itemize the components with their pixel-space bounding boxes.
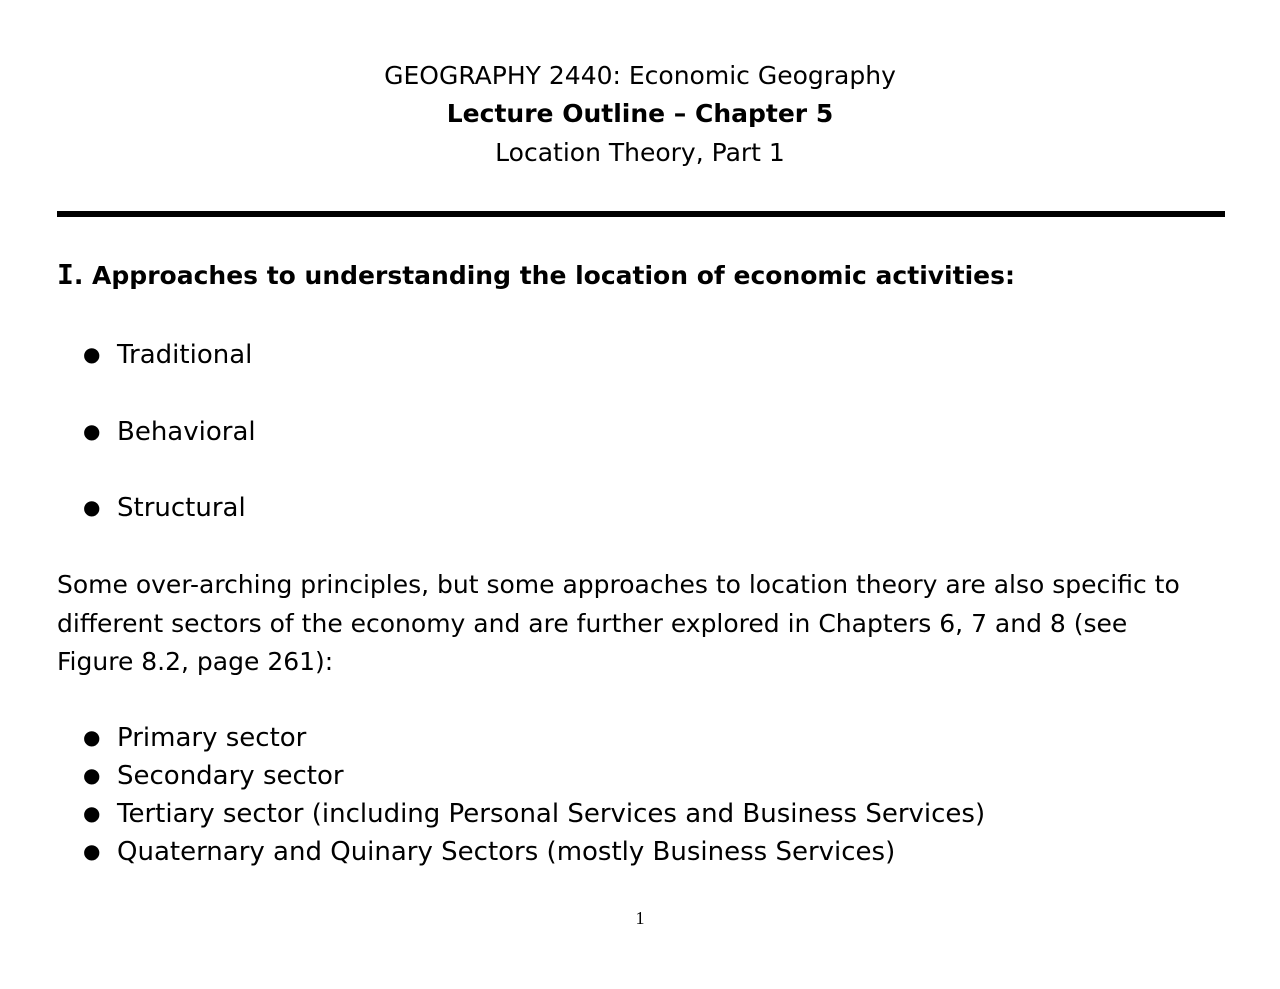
sector-label: Quaternary and Quinary Sectors (mostly Business Services) — [117, 837, 896, 867]
bullet-icon: ● — [83, 495, 101, 519]
list-item — [83, 796, 985, 831]
lecture-subtitle: Location Theory, Part 1 — [495, 138, 785, 167]
approach-label: Behavioral — [117, 417, 256, 447]
bullet-icon: ● — [83, 763, 101, 787]
bullet-icon: ● — [83, 839, 101, 863]
approach-label: Structural — [117, 493, 246, 523]
approach-label: Traditional — [117, 340, 253, 370]
page-number: 1 — [635, 908, 645, 928]
list-item — [83, 414, 256, 449]
list-item — [83, 758, 344, 793]
paragraph-line: Some over-arching principles, but some approaches to location theory are also specific to — [57, 570, 1180, 599]
sector-label: Primary sector — [117, 723, 307, 753]
bullet-icon: ● — [83, 801, 101, 825]
body-paragraph — [57, 566, 1247, 682]
paragraph-line: Figure 8.2, page 261): — [57, 647, 334, 676]
sector-label: Secondary sector — [117, 761, 344, 791]
section-heading — [57, 258, 1015, 291]
list-item — [83, 834, 895, 869]
course-title: GEOGRAPHY 2440: Economic Geography — [384, 61, 896, 90]
bullet-icon: ● — [83, 419, 101, 443]
section-numeral: I — [57, 258, 74, 291]
list-item — [83, 490, 246, 525]
bullet-icon: ● — [83, 725, 101, 749]
section-heading-text: . Approaches to understanding the location of economic activities: — [73, 261, 1015, 290]
horizontal-rule — [57, 211, 1225, 217]
paragraph-line: different sectors of the economy and are further explored in Chapters 6, 7 and 8 (see — [57, 608, 1128, 638]
list-item — [83, 337, 252, 372]
list-item — [83, 720, 306, 755]
sector-label: Tertiary sector (including Personal Services and Business Services) — [117, 799, 986, 829]
bullet-icon: ● — [83, 342, 101, 366]
lecture-title: Lecture Outline – Chapter 5 — [446, 99, 834, 128]
